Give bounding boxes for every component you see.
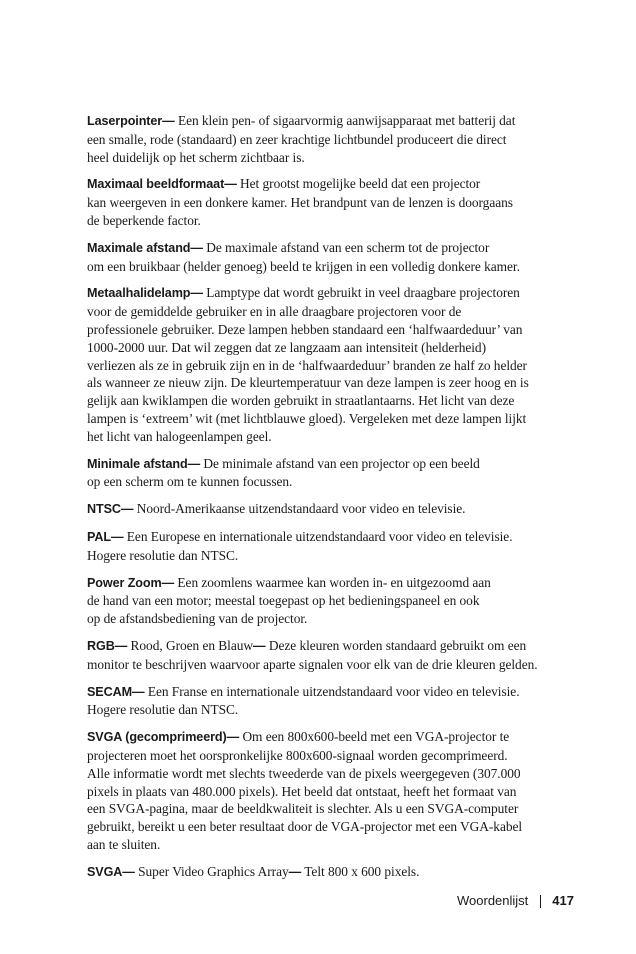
entry-definition: Lamptype dat wordt gebruikt in veel draagbare projectoren voor de gemiddelde gebruiker en in alle draagbare projectoren voor de professionele gebruiker. Deze lampen hebben standaard een ‘halfwaardeduur’ van 1000-2000 uur. Dat wil zeggen dat ze langzaam aan intensiteit (helderheid) verliezen als ze in gebruik zijn en in de ‘halfwaardeduur’ branden ze half zo helder als wanneer ze nieuw zijn. De kleurtemperatuur van deze lampen is zeer hoog en is gelijk aan kwiklampen die worden gebruikt in straatlantaarns. Het licht van deze lampen is ‘extreem’ wit (met lichtblauwe gloed). Vergeleken met deze lampen lijkt het licht van halogeenlampen geel. (87, 285, 529, 444)
entry-dash: — (162, 114, 175, 128)
entry-term: Minimale afstand (87, 456, 188, 471)
entry-term: Laserpointer (87, 114, 163, 128)
footer-section-title: Woordenlijst (457, 893, 529, 908)
page-footer (457, 893, 574, 909)
entry-dash: — (253, 638, 266, 653)
entry-definition: Een Franse en internationale uitzendstandaard voor video en televisie. Hogere resolutie dan NTSC. (87, 683, 520, 718)
entry-definition: De maximale afstand van een scherm tot de projector om een bruikbaar (helder genoeg) beeld te krijgen in een volledig donkere kamer. (87, 239, 520, 274)
entry-term: SECAM (87, 684, 132, 699)
entry-dash: — (161, 575, 175, 590)
entry-dash: — (190, 286, 203, 301)
entry-term: PAL (87, 529, 111, 544)
glossary-entry-maximaal-beeldformaat (87, 175, 577, 229)
glossary-entry-maximale-afstand (87, 239, 577, 276)
entry-term: Maximaal beeldformaat (87, 177, 225, 192)
glossary-entry-secam (87, 683, 577, 720)
entry-dash: — (288, 864, 302, 879)
entry-term: Power Zoom (87, 575, 162, 590)
entry-definition: Een zoomlens waarmee kan worden in- en uitgezoomd aan de hand van een motor; meestal toegepast op het bedieningspaneel en ook op de afstandsbediening van de projector. (87, 574, 491, 627)
entry-term: Metaalhalidelamp (87, 286, 191, 301)
glossary-entry-pal (87, 528, 577, 565)
glossary-entry-svga-gecomprimeerd (87, 728, 577, 854)
glossary-entry-rgb (87, 637, 577, 674)
entry-term: Maximale afstand (87, 240, 191, 255)
glossary-entry-ntsc (87, 500, 577, 519)
entry-dash: — (224, 177, 237, 192)
entry-dash: — (110, 529, 124, 544)
entry-dash: — (131, 684, 145, 699)
entry-dash: — (187, 456, 201, 471)
entry-definition-continued: Deze kleuren worden standaard gebruikt om een monitor te beschrijven waarvoor aparte signalen voor elk van de drie kleuren gelden. (87, 637, 538, 672)
entry-definition: Een Europese en internationale uitzendstandaard voor video en televisie. Hogere resolutie dan NTSC. (87, 528, 513, 563)
entry-term: SVGA (gecomprimeerd) (87, 730, 227, 745)
entry-definition: De minimale afstand van een projector op een beeld op een scherm om te kunnen focussen. (87, 455, 480, 490)
glossary-entry-minimale-afstand (87, 455, 577, 492)
entry-definition: Rood, Groen en Blauw (127, 637, 254, 653)
entry-term: RGB (87, 638, 115, 653)
entry-definition-continued: Telt 800 x 600 pixels. (301, 863, 420, 879)
glossary-content (87, 112, 577, 890)
entry-dash: — (190, 240, 203, 255)
glossary-entry-power-zoom (87, 574, 577, 628)
glossary-entry-svga (87, 863, 577, 882)
glossary-entry-metaalhalidelamp (87, 284, 577, 445)
page-number: 417 (552, 893, 574, 908)
entry-definition: Om een 800x600-beeld met een VGA-projector te projecteren moet het oorspronkelijke 800x600-signaal worden gecomprimeerd. Alle informatie wordt met slechts tweederde van de pixels weergegeven (307.000 pixels in plaats van 480.000 pixels). Het beeld dat ontstaat, heeft het formaat van een SVGA-pagina, maar de beeldkwaliteit is slechter. Als u een SVGA-computer gebruikt, bereikt u een beter resultaat door de VGA-projector met een VGA-kabel aan te sluiten. (87, 729, 523, 852)
footer-divider (540, 895, 541, 908)
entry-term: NTSC (87, 502, 121, 517)
entry-dash: — (114, 638, 128, 653)
entry-definition: Het grootst mogelijke beeld dat een projector kan weergeven in een donkere kamer. Het brandpunt van de lenzen is doorgaans de beperkende factor. (87, 176, 513, 228)
entry-definition: Noord-Amerikaanse uitzendstandaard voor video en televisie. (133, 501, 466, 517)
entry-dash: — (120, 502, 134, 517)
entry-dash: — (226, 730, 240, 745)
entry-dash: — (122, 864, 135, 879)
glossary-entry-laserpointer (87, 112, 577, 166)
entry-definition: Super Video Graphics Array (134, 863, 289, 879)
entry-definition: Een klein pen- of sigaarvormig aanwijsapparaat met batterij dat een smalle, rode (standaard) en zeer krachtige lichtbundel produceert die direct heel duidelijk op het scherm zichtbaar is. (87, 113, 516, 165)
entry-term: SVGA (87, 864, 123, 879)
